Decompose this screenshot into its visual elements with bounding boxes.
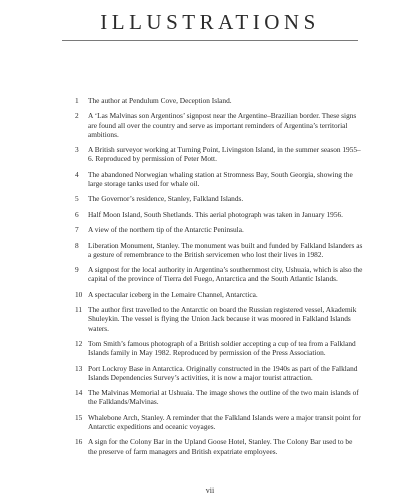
item-number: 7 xyxy=(75,225,79,235)
item-caption: A spectacular iceberg in the Lemaire Channel, Antarctica. xyxy=(88,289,258,299)
item-caption: Half Moon Island, South Shetlands. This aerial photograph was taken in January 1956. xyxy=(88,209,344,219)
item-caption: A view of the northern tip of the Antarctic Peninsula. xyxy=(88,225,244,235)
item-number: 4 xyxy=(75,169,79,179)
item-number: 15 xyxy=(75,412,83,422)
item-caption: A ‘Las Malvinas son Argentinos’ signpost near the Argentine–Brazilian border. These signs are found all over the country and serve as important reminders of Argentina’s territorial ambitions. xyxy=(88,111,357,139)
item-caption: A sign for the Colony Bar in the Upland Goose Hotel, Stanley. The Colony Bar used to be the preserve of farm managers and British expatriate employees. xyxy=(88,437,353,456)
item-caption: A signpost for the local authority in Argentina’s southernmost city, Ushuaia, which is also the capital of the province of Tierra del Fuego, Antarctica and the South Atlantic Islands. xyxy=(88,265,363,284)
item-number: 1 xyxy=(75,96,79,105)
item-number: 12 xyxy=(75,338,83,348)
item-number: 3 xyxy=(75,145,79,155)
item-caption: Liberation Monument, Stanley. The monument was built and funded by Falkland Islanders as a gesture of remembrance to the British servicemen who lost their lives in 1982. xyxy=(88,240,363,259)
item-caption: Tom Smith’s famous photograph of a British soldier accepting a cup of tea from a Falkland Islands family in May 1982. Reproduced by permission of the Press Association. xyxy=(88,338,356,358)
list-item xyxy=(75,437,363,456)
list-item xyxy=(75,305,363,333)
page-number: vii xyxy=(205,486,215,495)
list-item xyxy=(75,289,363,299)
item-number: 2 xyxy=(75,111,79,121)
list-item xyxy=(75,225,363,235)
item-caption: Whalebone Arch, Stanley. A reminder that the Falkland Islands were a major transit point for Antarctic expeditions and oceanic voyages. xyxy=(88,412,361,431)
item-caption: The author at Pendulum Cove, Deception Island. xyxy=(88,96,232,105)
item-caption: The Governor’s residence, Stanley, Falkland Islands. xyxy=(88,194,244,204)
item-number: 5 xyxy=(75,194,79,204)
item-caption: The author first travelled to the Antarctic on board the Russian registered vessel, Akademik Shuleykin. The vessel is flying the Union Jack because it was moored in Falkland Islands waters. xyxy=(88,305,357,333)
list-item xyxy=(75,111,363,139)
list-item xyxy=(75,240,363,259)
illustrations-list xyxy=(75,96,363,462)
item-caption: The Malvinas Memorial at Ushuaia. The image shows the outline of the two main islands of the Falklands/Malvinas. xyxy=(88,388,359,407)
item-caption: Port Lockroy Base in Antarctica. Originally constructed in the 1940s as part of the Falkland Islands Dependencies Survey’s activities, it is now a major tourist attraction. xyxy=(88,363,358,382)
list-item xyxy=(75,194,363,204)
item-number: 16 xyxy=(75,437,83,447)
item-number: 14 xyxy=(75,388,83,398)
item-caption: A British surveyor working at Turning Point, Livingston Island, in the summer season 1955–6. Reproduced by permission of Peter Mott. xyxy=(88,145,361,164)
item-number: 10 xyxy=(75,289,83,299)
list-item xyxy=(75,412,363,431)
list-item xyxy=(75,338,363,358)
list-item xyxy=(75,388,363,407)
title-rule xyxy=(62,40,358,41)
item-number: 6 xyxy=(75,209,79,219)
page-title: ILLUSTRATIONS xyxy=(100,10,320,34)
item-caption: The abandoned Norwegian whaling station at Stromness Bay, South Georgia, showing the large storage tanks used for whale oil. xyxy=(88,169,353,188)
item-number: 11 xyxy=(75,305,83,315)
list-item xyxy=(75,96,363,105)
list-item xyxy=(75,265,363,284)
item-number: 9 xyxy=(75,265,79,275)
list-item xyxy=(75,209,363,219)
list-item xyxy=(75,363,363,382)
item-number: 13 xyxy=(75,363,83,373)
list-item xyxy=(75,145,363,164)
item-number: 8 xyxy=(75,240,79,250)
list-item xyxy=(75,169,363,188)
